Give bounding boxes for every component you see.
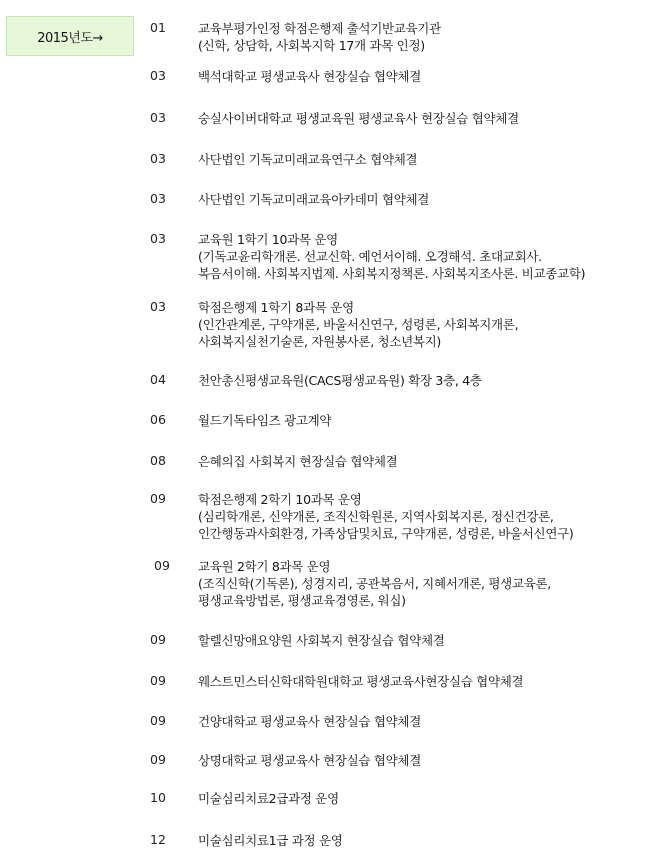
entry-title: 사단법인 기독교미래교육연구소 협약체결 bbox=[198, 152, 418, 167]
entry-month: 09 bbox=[150, 713, 166, 728]
entry-title: 건양대학교 평생교육사 현장실습 협약체결 bbox=[198, 714, 421, 729]
entry-title: 상명대학교 평생교육사 현장실습 협약체결 bbox=[198, 753, 421, 768]
entry-month: 09 bbox=[150, 632, 166, 647]
entry-month: 03 bbox=[150, 68, 166, 83]
entry-month: 08 bbox=[150, 453, 166, 468]
entry-title: 백석대학교 평생교육사 현장실습 협약체결 bbox=[198, 69, 421, 84]
entry-month: 12 bbox=[150, 832, 166, 847]
entry-content bbox=[198, 632, 650, 649]
entry-content bbox=[198, 20, 650, 54]
entry-month: 10 bbox=[150, 790, 166, 805]
entry-month: 03 bbox=[150, 151, 166, 166]
entry-month: 04 bbox=[150, 372, 166, 387]
entry-content bbox=[198, 558, 650, 609]
entry-content bbox=[198, 752, 650, 769]
entry-title: 학점은행제 2학기 10과목 운영 bbox=[198, 492, 362, 507]
entry-month: 01 bbox=[150, 20, 166, 35]
entry-detail-line: 복음서이해. 사회복지법제. 사회복지정책론. 사회복지조사론. 비교종교학) bbox=[198, 266, 586, 281]
entry-title: 천안총신평생교육원(CACS평생교육원) 확장 3층, 4층 bbox=[198, 373, 482, 388]
entry-title: 할렐신망애요양원 사회복지 현장실습 협약체결 bbox=[198, 633, 445, 648]
entry-detail-line: (조직신학(기독론), 성경지리, 공관복음서, 지혜서개론, 평생교육론, bbox=[198, 576, 551, 591]
entry-title: 월드기독타임즈 광고계약 bbox=[198, 413, 332, 428]
entry-content bbox=[198, 491, 650, 542]
entry-title: 교육원 2학기 8과목 운영 bbox=[198, 559, 331, 574]
entry-title: 교육부평가인정 학점은행제 출석기반교육기관 bbox=[198, 21, 441, 36]
entry-month: 09 bbox=[150, 673, 166, 688]
entry-content bbox=[198, 713, 650, 730]
entry-content bbox=[198, 68, 650, 85]
entry-content bbox=[198, 673, 650, 690]
entry-content bbox=[198, 453, 650, 470]
entry-month: 09 bbox=[150, 491, 166, 506]
entry-month: 03 bbox=[150, 191, 166, 206]
entry-content bbox=[198, 412, 650, 429]
entry-title: 웨스트민스터신학대학원대학교 평생교육사현장실습 협약체결 bbox=[198, 674, 524, 689]
entry-title: 미술심리치료2급과정 운영 bbox=[198, 791, 339, 806]
entry-title: 교육원 1학기 10과목 운영 bbox=[198, 232, 338, 247]
entry-detail-line: (신학, 상담학, 사회복지학 17개 과목 인정) bbox=[198, 38, 425, 53]
entry-content bbox=[198, 151, 650, 168]
entry-detail-line: (심리학개론, 신약개론, 조직신학원론, 지역사회복지론, 정신건강론, bbox=[198, 509, 554, 524]
entry-month: 09 bbox=[154, 558, 170, 573]
entry-title: 학점은행제 1학기 8과목 운영 bbox=[198, 300, 354, 315]
entry-detail-line: (인간관계론, 구약개론, 바울서신연구, 성령론, 사회복지개론, bbox=[198, 317, 519, 332]
entry-title: 미술심리치료1급 과정 운영 bbox=[198, 833, 343, 848]
entry-month: 03 bbox=[150, 110, 166, 125]
year-badge bbox=[6, 16, 134, 56]
entry-month: 09 bbox=[150, 752, 166, 767]
entry-content bbox=[198, 299, 650, 350]
entry-content bbox=[198, 191, 650, 208]
entry-content bbox=[198, 790, 650, 807]
entry-month: 03 bbox=[150, 231, 166, 246]
entry-content bbox=[198, 110, 650, 127]
entry-detail-line: 사회복지실천기술론, 자원봉사론, 청소년복지) bbox=[198, 334, 441, 349]
entry-month: 03 bbox=[150, 299, 166, 314]
entry-content bbox=[198, 231, 650, 282]
entry-title: 숭실사이버대학교 평생교육원 평생교육사 현장실습 협약체결 bbox=[198, 111, 519, 126]
entry-month: 06 bbox=[150, 412, 166, 427]
entry-content bbox=[198, 832, 650, 849]
entry-detail-line: 평생교육방법론, 평생교육경영론, 워십) bbox=[198, 593, 406, 608]
year-label: 2015년도→ bbox=[37, 30, 103, 46]
entry-detail-line: 인간행동과사회환경, 가족상담및치료, 구약개론, 성령론, 바울서신연구) bbox=[198, 526, 574, 541]
entry-title: 은혜의집 사회복지 현장실습 협약체결 bbox=[198, 454, 398, 469]
entry-detail-line: (기독교윤리학개론. 선교신학. 예언서이해. 오경해석. 초대교회사. bbox=[198, 249, 542, 264]
entry-content bbox=[198, 372, 650, 389]
entry-title: 사단법인 기독교미래교육아카데미 협약체결 bbox=[198, 192, 430, 207]
